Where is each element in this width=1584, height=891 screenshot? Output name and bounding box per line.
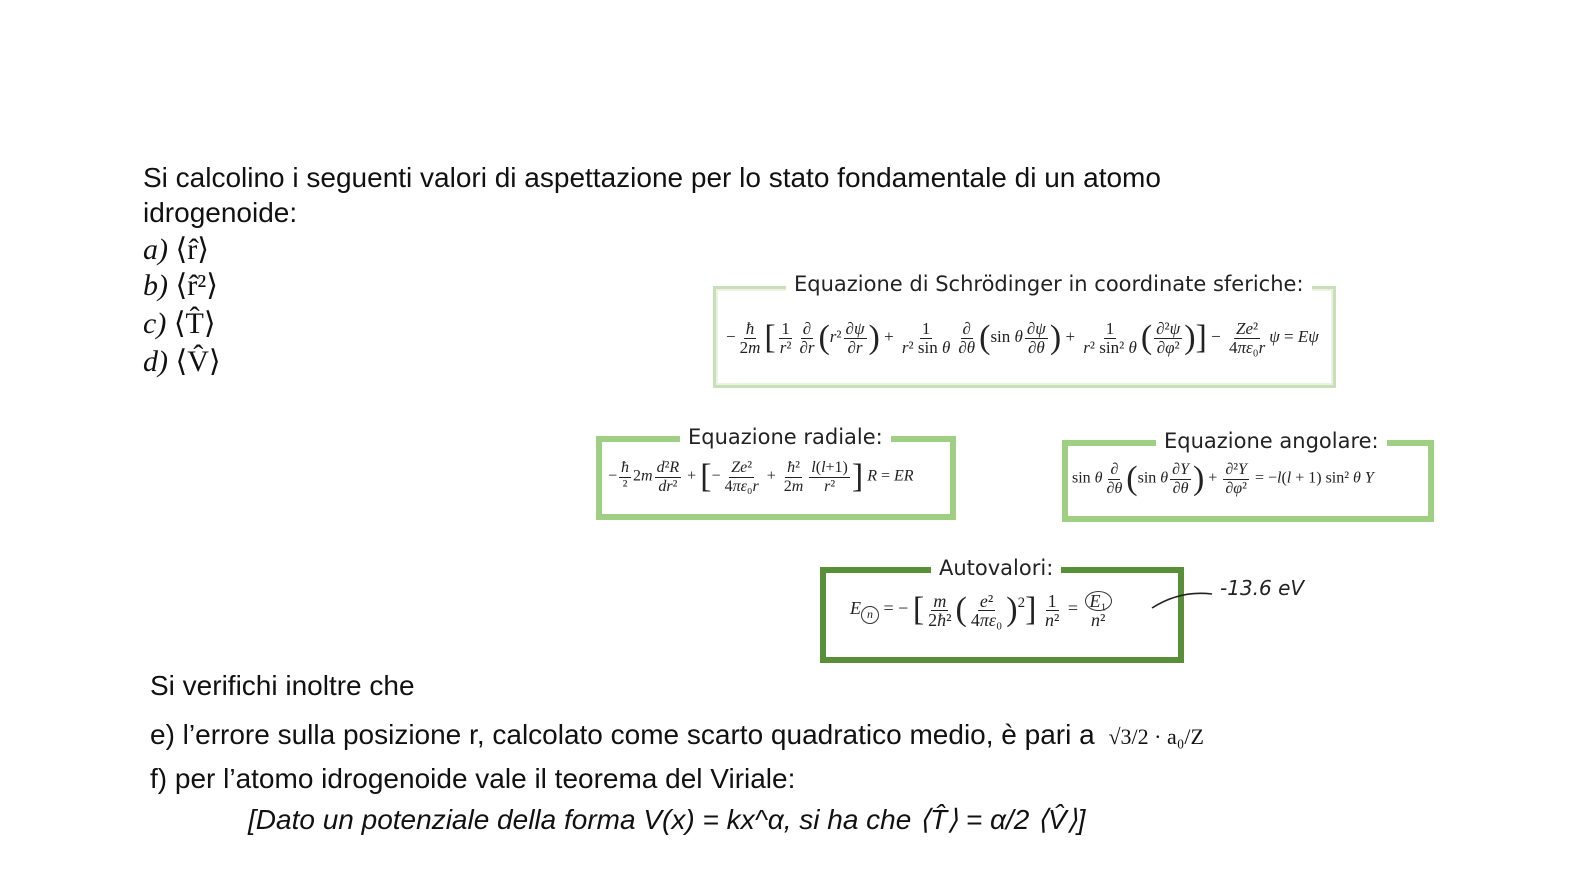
angular-title: Equazione angolare: [1156, 429, 1387, 453]
item-d-expr: ⟨V̂⟩ [175, 345, 221, 378]
item-b [143, 268, 218, 303]
radial-box [596, 425, 956, 520]
intro-line-1: Si calcolino i seguenti valori di aspettazione per lo stato fondamentale di un atomo [143, 162, 1161, 193]
radial-title: Equazione radiale: [680, 425, 891, 449]
item-c-label: c) [143, 307, 167, 340]
problem-intro [143, 160, 1293, 230]
item-d-label: d) [143, 345, 168, 378]
item-c-expr: ⟨T̂⟩ [173, 307, 216, 340]
schrodinger-equation: − $\frac{ħ}{2m}$ [ $\frac{1}{\text{r²}}$ $\frac{\partial}{\partial r}$ (r² $\frac{\partial\psi}{\partial r}$ ) + $\frac{1}{\text{r² sin θ}}$ $\frac{\partial}{\partial\theta}$ (sin θ $\frac{\partial\psi}{\partial\theta}$ ) + $\frac{1}{\text{r² sin² θ}}$ ( $\frac{\text{∂²ψ}}{\text{∂φ²}}$ )] − $\frac{\text{Ze²}}{\text{4πε₀r}}$ ψ = Eψ [726, 318, 1319, 357]
schrodinger-box [713, 272, 1336, 388]
eigenvalues-box [820, 556, 1184, 663]
item-c [143, 306, 216, 341]
item-d [143, 344, 221, 379]
intro-line-2: idrogenoide: [143, 197, 298, 228]
annotation-arrow [1140, 580, 1230, 620]
verify-e-text: e) l’errore sulla posizione r, calcolato come scarto quadratico medio, è pari a [150, 719, 1095, 750]
verify-e-value: √3/2 · a₀/Z [1108, 724, 1204, 749]
item-a [143, 232, 209, 267]
eigenvalues-title: Autovalori: [931, 556, 1061, 580]
verify-intro: Si verifichi inoltre che [150, 670, 415, 701]
verify-f-detail: [Dato un potenziale della forma V(x) = kx^α, si ha che ⟨T̂⟩ = α/2 ⟨V̂⟩] [248, 804, 1086, 835]
verify-e [150, 719, 1204, 751]
angular-box [1062, 429, 1434, 522]
verify-f: f) per l’atomo idrogenoide vale il teorema del Viriale: [150, 763, 796, 794]
item-b-expr: ⟨r̂²⟩ [175, 269, 218, 302]
angular-equation: sin θ $\frac{\partial}{\partial\theta}$ (sin θ $\frac{\partial Y}{\partial\theta}$ ) + $\frac{\text{∂²Y}}{\text{∂φ²}}$ = −l(l + 1) sin² θ Y [1072, 460, 1374, 497]
item-a-expr: ⟨r̂⟩ [175, 233, 209, 266]
annotation-value: -13.6 eV [1220, 576, 1305, 600]
item-a-label: a) [143, 233, 168, 266]
item-b-label: b) [143, 269, 168, 302]
eigenvalues-equation: E n = − [ $\frac{m}{\text{2ħ²}}$ ( $\frac{\text{e²}}{\text{4πε₀}}$ )$^2$] $\frac{1}{\text{n²}}$ = $\frac{\text{E₁}}{\text{n²}}$ [850, 591, 1114, 629]
radial-equation: − ħ ²2m $\frac{\text{d²R}}{\text{dr²}}$ + [− $\frac{\text{Ze²}}{\text{4πε₀r}}$ + $\frac{\text{ħ²}}{2m}$ $\frac{l(l+1)}{\text{r²}}$ ] R = ER [608, 458, 914, 495]
schrodinger-title: Equazione di Schrödinger in coordinate sferiche: [786, 272, 1312, 296]
